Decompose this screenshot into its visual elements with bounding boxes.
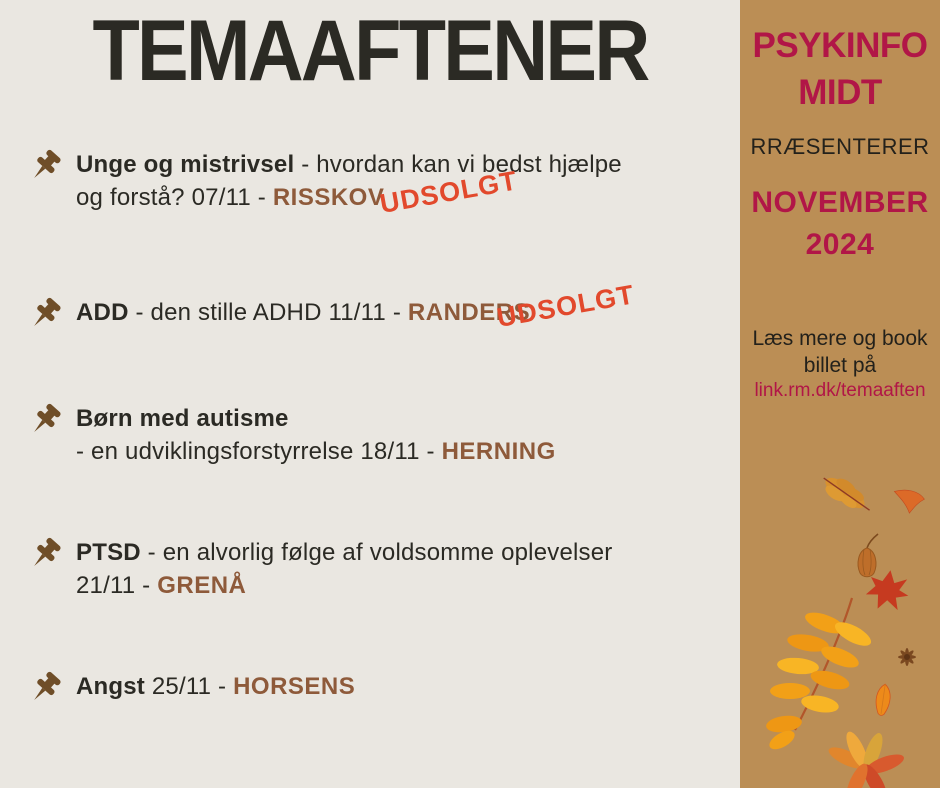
event-item-5 (26, 670, 355, 707)
brand-line-2: MIDT (798, 73, 882, 112)
cta-line-1: Læs mere og book (752, 327, 928, 350)
rowan-leaf-icon (765, 598, 874, 753)
brand-line-1: PSYKINFO (752, 26, 928, 65)
event-city: RISSKOV (272, 184, 385, 211)
booking-link: link.rm.dk/temaaften (754, 380, 926, 401)
sidebar (740, 0, 940, 788)
pushpin-icon (26, 536, 63, 573)
month-line-1: NOVEMBER (751, 186, 929, 219)
event-city: GRENÅ (157, 572, 247, 599)
event-description: - den stille ADHD 11/11 - (128, 299, 408, 326)
pushpin-icon (26, 296, 63, 333)
event-date: 21/11 - (76, 572, 158, 599)
event-description: - hvordan kan vi bedst hjælpe (294, 151, 622, 178)
cta-text (740, 325, 940, 379)
pushpin-icon (26, 402, 63, 439)
event-title: PTSD (76, 539, 141, 566)
event-text (76, 536, 612, 602)
event-title: Unge og mistrivsel (76, 151, 295, 178)
event-item-2 (26, 296, 530, 333)
event-date: og forstå? 07/11 - (76, 184, 273, 211)
event-text (76, 402, 556, 468)
pushpin-icon (26, 670, 63, 707)
event-description: - en alvorlig følge af voldsomme oplevelser (140, 539, 613, 566)
soldout-badge: UDSOLGT (494, 279, 637, 334)
creeper-leaf-icon (826, 729, 906, 788)
event-title: Børn med autisme (76, 405, 289, 432)
event-date: 25/11 - (145, 673, 234, 700)
brand-name (740, 22, 940, 116)
event-text (76, 148, 622, 214)
physalis-icon (858, 534, 878, 577)
presents-label: RRÆSENTERER (750, 134, 930, 159)
autumn-leaves-decoration (740, 438, 940, 788)
page-title: TEMAAFTENER (92, 3, 648, 99)
month-label (740, 182, 940, 266)
pushpin-icon (26, 148, 63, 185)
event-city: HERNING (441, 438, 556, 465)
cta-line-2: billet på (803, 354, 877, 377)
orange-leaf-icon (874, 683, 892, 716)
star-anise-icon (898, 648, 916, 666)
event-text (76, 296, 530, 329)
event-title: ADD (76, 299, 129, 326)
event-text (76, 670, 355, 703)
soldout-badge: UDSOLGT (377, 165, 520, 220)
month-line-2: 2024 (805, 228, 875, 261)
event-description: - en udviklingsforstyrrelse 18/11 - (76, 438, 442, 465)
oak-leaf-icon (817, 469, 876, 520)
small-leaf-icon (889, 486, 925, 516)
event-city: HORSENS (233, 673, 356, 700)
event-city: RANDERS (407, 299, 531, 326)
event-item-4 (26, 536, 612, 602)
event-item-1 (26, 148, 622, 214)
event-title: Angst (76, 673, 145, 700)
event-item-3 (26, 402, 556, 468)
